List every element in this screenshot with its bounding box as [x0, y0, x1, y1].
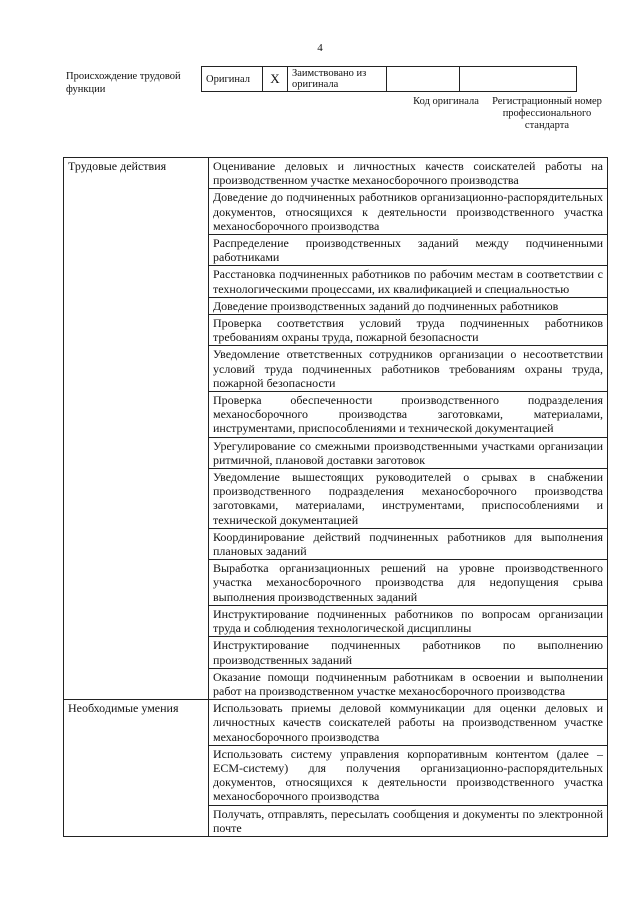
section-item: Выработка организационных решений на уровне производственного участка механосборочного производства для недопущения срыва выполнения производственных заданий [209, 560, 608, 606]
table-row [64, 700, 608, 746]
section-item: Расстановка подчиненных работников по рабочим местам в соответствии с технологическими процессами, их квалификацией и специальностью [209, 266, 608, 297]
section-item: Инструктирование подчиненных работников по выполнению производственных заданий [209, 637, 608, 668]
borrowed-cell: Заимствовано из оригинала [288, 67, 387, 92]
labor-function-table [63, 157, 608, 837]
section-item: Проверка обеспеченности производственного подразделения механосборочного производства заготовками, материалами, инструментами, приспособлениями и технической документацией [209, 392, 608, 438]
section-item: Инструктирование подчиненных работников по вопросам организации труда и соблюдения технологической дисциплины [209, 605, 608, 636]
section-item: Использовать приемы деловой коммуникации для оценки деловых и личностных качеств соискателей работы на производственном участке механосборочного производства [209, 700, 608, 746]
section-title: Трудовые действия [64, 158, 209, 700]
section-item: Оказание помощи подчиненным работникам в освоении и выполнении работ на производственном участке механосборочного производства [209, 668, 608, 699]
code-cell [387, 67, 460, 92]
section-title: Необходимые умения [64, 700, 209, 837]
section-item: Доведение до подчиненных работников организационно-распорядительных документов, относящихся к деятельности производственного участка механосборочного производства [209, 189, 608, 235]
section-item: Оценивание деловых и личностных качеств соискателей работы на производственном участке механосборочного производства [209, 158, 608, 189]
section-item: Получать, отправлять, пересылать сообщения и документы по электронной почте [209, 805, 608, 836]
original-cell: Оригинал [202, 67, 263, 92]
reg-number-cell [460, 67, 577, 92]
original-mark: X [263, 67, 288, 92]
section-item: Уведомление ответственных сотрудников организации о несоответствии условий труда подчиненных работников требованиям охраны труда, пожарной безопасности [209, 346, 608, 392]
section-item: Распределение производственных заданий между подчиненными работниками [209, 235, 608, 266]
reg-number-label: Регистрационный номер профессионального стандарта [492, 96, 602, 131]
table-row [64, 158, 608, 189]
section-item: Доведение производственных заданий до подчиненных работников [209, 297, 608, 314]
origin-table [201, 66, 577, 92]
code-original-label: Код оригинала [413, 96, 479, 107]
page-number: 4 [317, 42, 323, 54]
section-item: Уведомление вышестоящих руководителей о срывах в снабжении производственного подразделения механосборочного производства заготовками, материалами, инструментами, приспособлениями и технической документацией [209, 469, 608, 529]
section-item: Использовать систему управления корпоративным контентом (далее – ECM-систему) для получения организационно-распорядительных документов, относящихся к деятельности производственного участка механосборочного производства [209, 745, 608, 805]
section-item: Координирование действий подчиненных работников для выполнения плановых заданий [209, 528, 608, 559]
origin-label: Происхождение трудовой функции [66, 71, 181, 95]
section-item: Проверка соответствия условий труда подчиненных работников требованиям охраны труда, пожарной безопасности [209, 315, 608, 346]
section-item: Урегулирование со смежными производственными участками организации ритмичной, плановой доставки заготовок [209, 437, 608, 468]
